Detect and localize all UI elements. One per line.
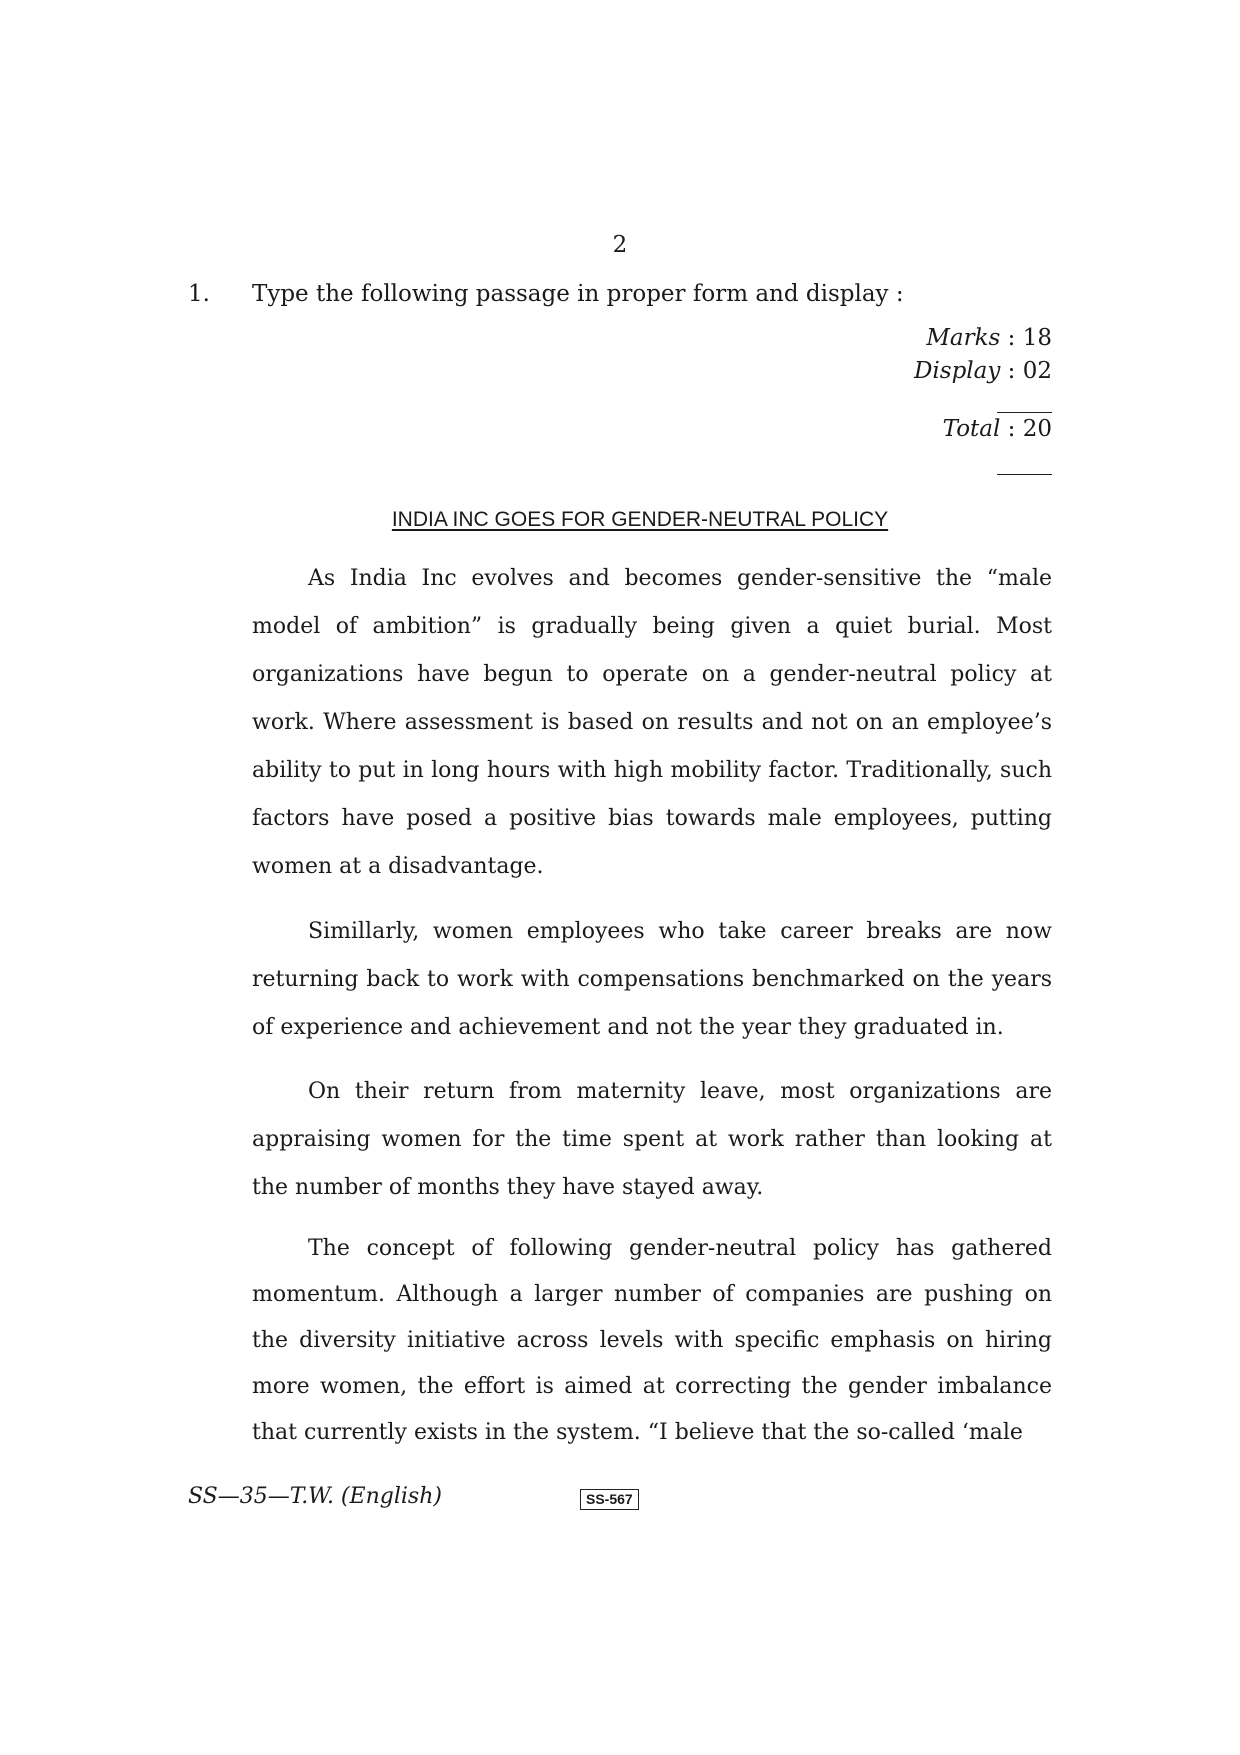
display-value: : 02 bbox=[1007, 358, 1052, 384]
marks-label: Marks bbox=[926, 325, 1001, 351]
passage-title: INDIA INC GOES FOR GENDER-NEUTRAL POLICY bbox=[391, 508, 889, 531]
paragraph-1 bbox=[252, 555, 1052, 891]
display-row bbox=[914, 355, 1052, 388]
display-label: Display bbox=[913, 358, 1001, 384]
marks-block bbox=[914, 322, 1052, 388]
marks-value: : 18 bbox=[1007, 325, 1052, 351]
total-top-rule bbox=[997, 412, 1052, 413]
question-text: Type the following passage in proper form and display : bbox=[252, 281, 904, 307]
total-row bbox=[943, 416, 1052, 442]
paragraph-text: On their return from maternity leave, most organizations are appraising women for the time spent at work rather than looking at the number of months they have stayed away. bbox=[252, 1079, 1052, 1200]
question-number: 1. bbox=[188, 281, 210, 307]
paragraph-text: As India Inc evolves and becomes gender-sensitive the “male model of ambition” is gradually being given a quiet burial. Most organizations have begun to operate on a gender-neutral policy at work. Where assessment is based on results and not on an employee’s ability to put in long hours with high mobility factor. Traditionally, such factors have posed a positive bias towards male employees, putting women at a disadvantage. bbox=[252, 566, 1052, 879]
page-number: 2 bbox=[612, 232, 628, 258]
footer-subject: SS—35—T.W. (English) bbox=[188, 1484, 442, 1509]
paragraph-text: The concept of following gender-neutral policy has gathered momentum. Although a larger number of companies are pushing on the diversity initiative across levels with specific emphasis on hiring more women, the effort is aimed at correcting the gender imbalance that currently exists in the system. “I believe that the so-called ‘male bbox=[252, 1236, 1052, 1445]
marks-row bbox=[914, 322, 1052, 355]
paragraph-text: Simillarly, women employees who take career breaks are now returning back to work with compensations benchmarked on the years of experience and achievement and not the year they graduated in. bbox=[252, 919, 1052, 1040]
total-label: Total bbox=[942, 416, 1001, 442]
total-bottom-rule bbox=[997, 474, 1052, 475]
total-value: : 20 bbox=[1007, 416, 1052, 442]
paragraph-2 bbox=[252, 908, 1052, 1052]
paragraph-3 bbox=[252, 1068, 1052, 1212]
paragraph-4 bbox=[252, 1226, 1052, 1456]
footer-code-box: SS-567 bbox=[580, 1489, 639, 1510]
